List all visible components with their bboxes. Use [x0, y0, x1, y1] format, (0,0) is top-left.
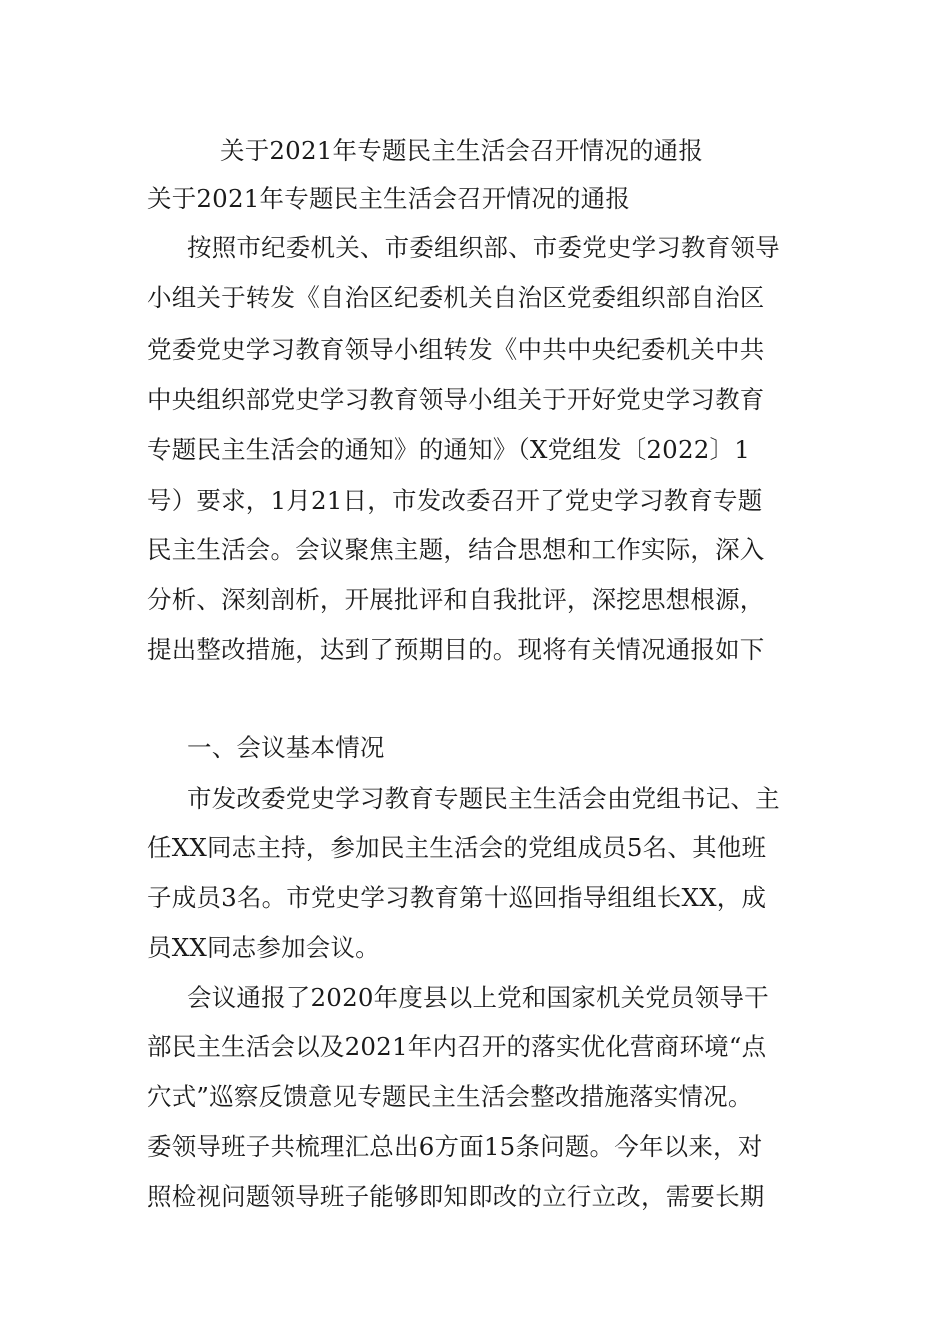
paragraph-line: 分析、深刻剖析，开展批评和自我批评，深挖思想根源， — [147, 585, 765, 614]
paragraph-line: 号）要求，1月21日，市发改委召开了党史学习教育专题 — [147, 486, 763, 515]
paragraph-line: 市发改委党史学习教育专题民主生活会由党组书记、主 — [187, 784, 780, 813]
paragraph-line: 按照市纪委机关、市委组织部、市委党史学习教育领导 — [187, 233, 780, 262]
paragraph-line: 专题民主生活会的通知》的通知》（X党组发〔2022〕1 — [147, 435, 751, 464]
paragraph-line: 小组关于转发《自治区纪委机关自治区党委组织部自治区 — [147, 283, 765, 312]
paragraph-line: 部民主生活会以及2021年内召开的落实优化营商环境“点 — [147, 1032, 767, 1061]
paragraph-line: 会议通报了2020年度县以上党和国家机关党员领导干 — [187, 983, 769, 1012]
paragraph-line: 穴式”巡察反馈意见专题民主生活会整改措施落实情况。 — [147, 1082, 753, 1111]
section-heading: 一、会议基本情况 — [187, 733, 385, 762]
paragraph-line: 任XX同志主持，参加民主生活会的党组成员5名、其他班 — [147, 833, 767, 862]
paragraph-line: 党委党史学习教育领导小组转发《中共中央纪委机关中共 — [147, 335, 765, 364]
paragraph-line: 民主生活会。会议聚焦主题，结合思想和工作实际，深入 — [147, 535, 765, 564]
paragraph-line: 提出整改措施，达到了预期目的。现将有关情况通报如下 — [147, 635, 765, 664]
paragraph-line: 照检视问题领导班子能够即知即改的立行立改，需要长期 — [147, 1182, 765, 1211]
document-subtitle: 关于2021年专题民主生活会召开情况的通报 — [147, 184, 631, 213]
paragraph-line: 子成员3名。市党史学习教育第十巡回指导组组长XX，成 — [147, 883, 767, 912]
paragraph-line: 中央组织部党史学习教育领导小组关于开好党史学习教育 — [147, 385, 765, 414]
document-title: 关于2021年专题民主生活会召开情况的通报 — [220, 136, 704, 165]
paragraph-line: 员XX同志参加会议。 — [147, 933, 380, 962]
paragraph-line: 委领导班子共梳理汇总出6方面15条问题。今年以来，对 — [147, 1132, 763, 1161]
